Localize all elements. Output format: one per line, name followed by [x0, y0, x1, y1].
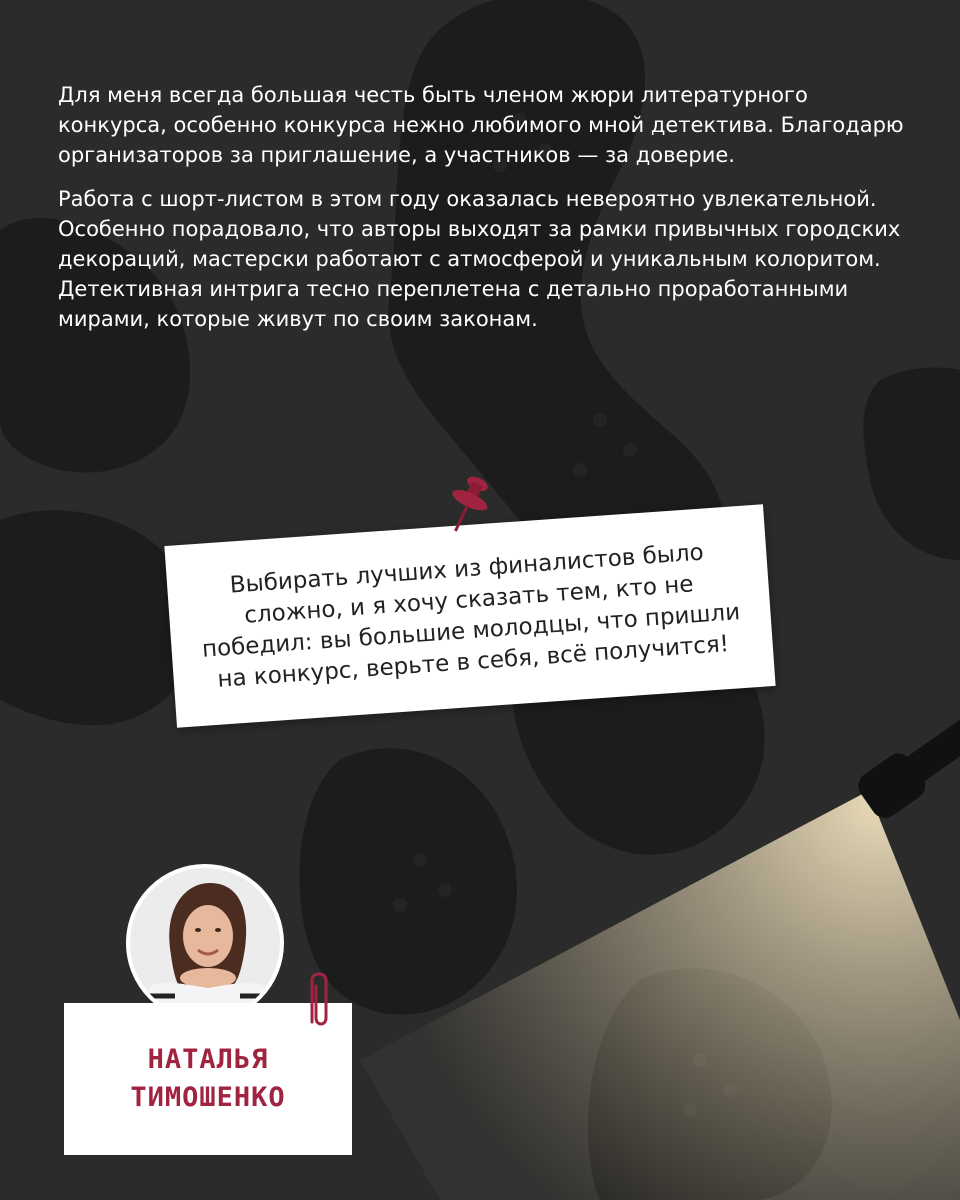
quote-text: Выбирать лучших из финалистов было сложно, и я хочу сказать тем, кто не победил: вы большие молодцы, что пришли на конкурс, верьте в себя, всё получится!: [201, 539, 741, 693]
intro-paragraph-1: Для меня всегда большая честь быть членом жюри литературного конкурса, особенно конкурса нежно любимого мной детектива. Благодарю организаторов за приглашение, а участников — за доверие.: [58, 83, 904, 167]
intro-paragraph-2: Работа с шорт-листом в этом году оказалась невероятно увлекательной. Особенно порадовало, что авторы выходят за рамки привычных городских декораций, мастерски работают с атмосферой и уникальным колоритом. Детективная интрига тесно переплетена с детально проработанными мирами, которые живут по своим законам.: [58, 187, 901, 331]
paperclip-icon: [302, 968, 336, 1032]
intro-text: [58, 80, 918, 348]
first-name: НАТАЛЬЯ: [147, 1044, 269, 1075]
push-pin-icon: [440, 472, 498, 540]
avatar: [126, 864, 284, 1022]
last-name: ТИМОШЕНКО: [130, 1082, 286, 1113]
